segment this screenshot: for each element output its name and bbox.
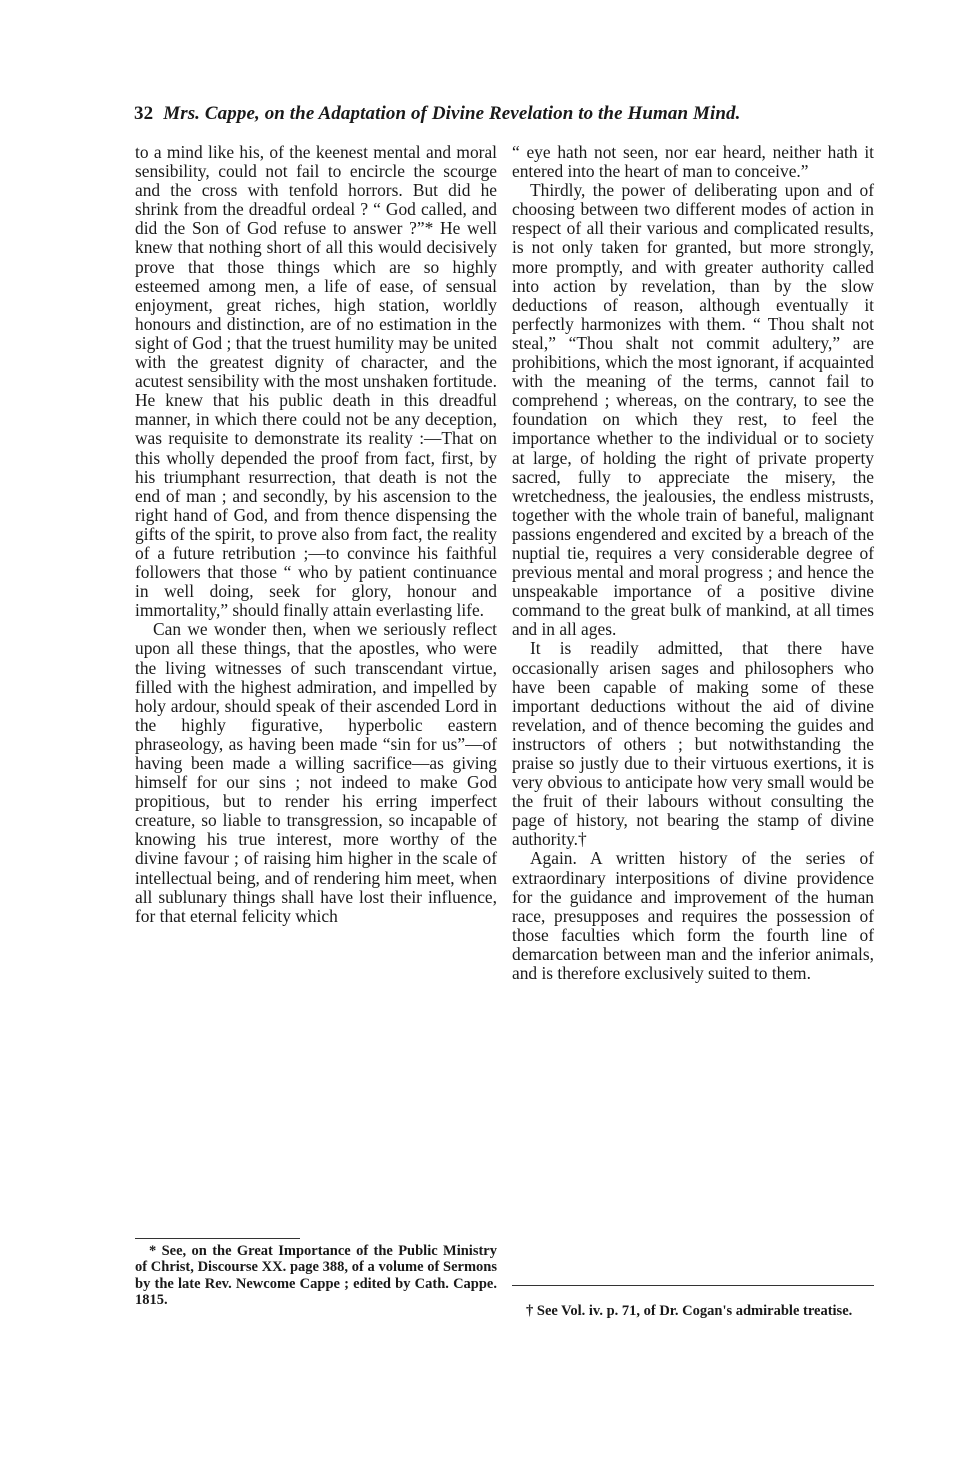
right-footnote-text: † See Vol. iv. p. 71, of Dr. Cogan's admirable treatise. [526, 1303, 853, 1319]
left-paragraph-2: Can we wonder then, when we seriously reflect upon all these things, that the apostles, who were the living witnesses of such transcendant virtue, filled with the highest admiration, and impelled by holy ardour, should speak of their ascended Lord in the highly figurative, hyperbolic eastern phraseology, as having been made “sin for us”—of having been made a willing sacrifice—as giving himself for our sins ; not indeed to make God propitious, but to render his erring imperfect creature, so liable to transgression, so incapable of knowing his true interest, more worthy of the divine favour ; of raising him higher in the scale of intellectual being, and of rendering him meet, when all sublunary things shall have lost their influence, for that eternal felicity which [135, 619, 497, 926]
right-column [512, 143, 874, 983]
right-paragraph-2: Thirdly, the power of deliberating upon and of choosing between two different modes of action in respect of all their various and complicated results, is not only taken for granted, but more strongly, more promptly, and with greater authority called into action by revelation, than by the slow deductions of reason, although eventually it perfectly harmonizes with them. “ Thou shalt not steal,” “Thou shalt not commit adultery,” are prohibitions, which the most ignorant, if acquainted with the meaning of the terms, cannot fail to comprehend ; whereas, on the contrary, to see the foundation on which they rest, to feel the importance whether to the individual or to society at large, of holding the right of private property sacred, fully to appreciate the misery, the wretchedness, the jealousies, the endless mistrusts, together with the whole train of baneful, malignant passions engendered and excited by a breach of the nuptial tie, requires a very considerable degree of previous mental and moral progress ; and hence the unspeakable importance of a positive divine command to the great bulk of mankind, at all times and in all ages. [512, 180, 874, 640]
left-footnote-rule [135, 1238, 300, 1239]
page-number: 32 [134, 103, 154, 124]
left-paragraph-1: to a mind like his, of the keenest mental and moral sensibility, could not fail to encircle the scourge and the cross with tenfold horrors. But did he shrink from the dreadful ordeal ? “ God called, and did the Son of God refuse to answer ?”* He well knew that nothing short of all this would decisively prove that those things which are so highly esteemed among men, a life of ease, of sensual enjoyment, great riches, high station, worldly honours and distinction, are of no estimation in the sight of God ; that the truest humility may be united with the greatest dignity of character, and the acutest sensibility with the most unshaken fortitude. He knew that his public death in this dreadful manner, in which there could not be any deception, was requisite to demonstrate its reality :—That on this wholly depended the proof from fact, first, by his triumphant resurrection, that death is not the end of man ; and secondly, by his ascension to the right hand of God, and from thence dispensing the gifts of the spirit, to prove also from fact, the reality of a future retribution ;—to convince his faithful followers that those “ who by patient continuance in well doing, seek for glory, honour and immortality,” should finally attain everlasting life. [135, 142, 497, 621]
right-paragraph-4: Again. A written history of the series of extraordinary interpositions of divine providence for the guidance and improvement of the human race, presupposes and requires the possession of those faculties which form the fourth line of demarcation between man and the inferior animals, and is therefore exclusively suited to them. [512, 848, 874, 984]
running-header [134, 103, 874, 125]
running-title: Mrs. Cappe, on the Adaptation of Divine Revelation to the Human Mind. [163, 103, 741, 124]
right-footnote [512, 1303, 874, 1319]
right-paragraph-1: “ eye hath not seen, nor ear heard, neither hath it entered into the heart of man to conceive.” [512, 142, 874, 182]
right-paragraph-3: It is readily admitted, that there have occasionally arisen sages and philosophers who have been capable of making some of these important deductions without the aid of divine revelation, and of thence becoming the guides and instructors of others ; but notwithstanding the praise so justly due to their virtuous exertions, it is very obvious to anticipate how very small would be the fruit of their labours without consulting the page of history, not bearing the stamp of divine authority.† [512, 638, 874, 850]
left-footnote [135, 1243, 497, 1308]
left-column [135, 143, 497, 926]
right-footnote-rule [512, 1285, 874, 1286]
left-footnote-text: * See, on the Great Importance of the Public Ministry of Christ, Discourse XX. page 388, of a volume of Sermons by the late Rev. Newcome Cappe ; edited by Cath. Cappe. 1815. [135, 1243, 497, 1308]
